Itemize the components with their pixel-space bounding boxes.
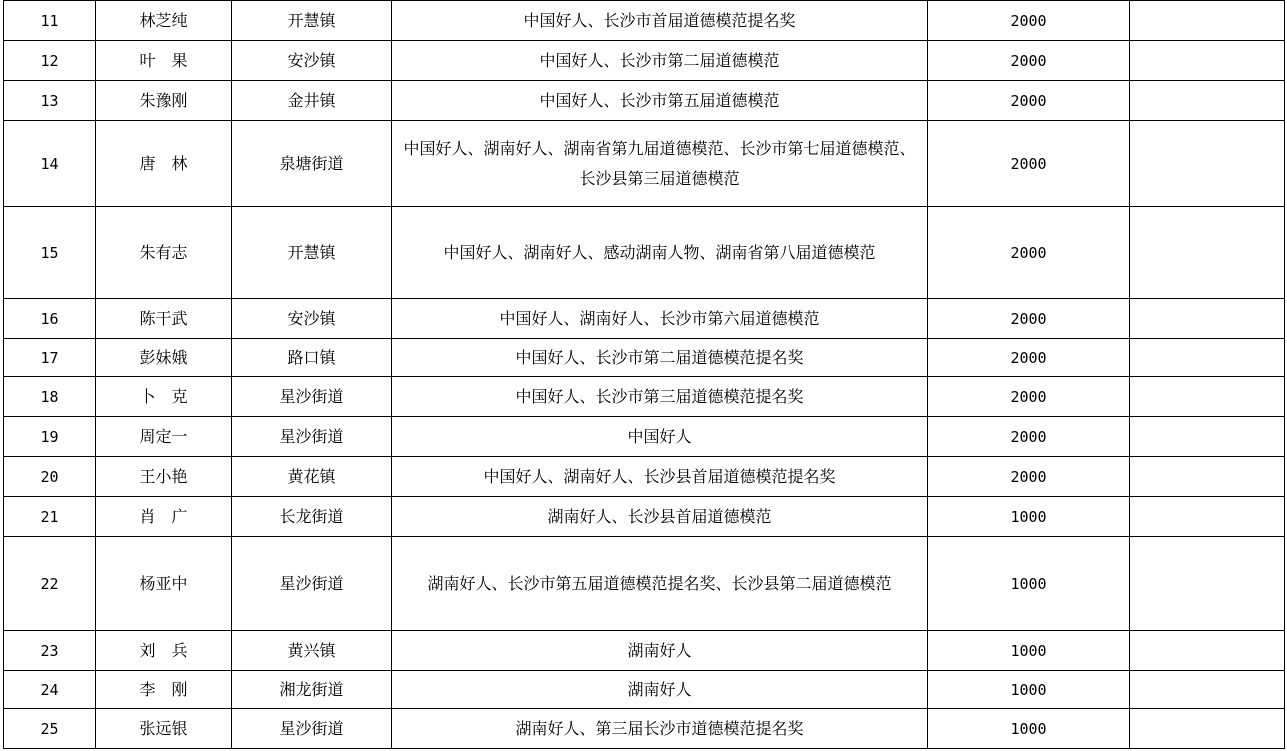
town-name: 黄花镇 xyxy=(232,457,392,497)
town-name: 开慧镇 xyxy=(232,1,392,41)
table-row xyxy=(4,299,1285,339)
award-amount: 2000 xyxy=(928,1,1130,41)
note-cell xyxy=(1130,41,1285,81)
award-amount: 2000 xyxy=(928,457,1130,497)
award-amount: 2000 xyxy=(928,339,1130,377)
award-amount: 2000 xyxy=(928,121,1130,207)
table-row xyxy=(4,671,1285,709)
honor-titles: 湖南好人、长沙市第五届道德模范提名奖、长沙县第二届道德模范 xyxy=(392,537,928,631)
row-number: 12 xyxy=(4,41,96,81)
honor-titles: 中国好人、长沙市第二届道德模范提名奖 xyxy=(392,339,928,377)
person-name: 彭妹娥 xyxy=(96,339,232,377)
town-name: 星沙街道 xyxy=(232,377,392,417)
table-row xyxy=(4,497,1285,537)
note-cell xyxy=(1130,709,1285,749)
note-cell xyxy=(1130,417,1285,457)
row-number: 17 xyxy=(4,339,96,377)
person-name: 陈干武 xyxy=(96,299,232,339)
honoree-table xyxy=(3,0,1285,749)
honor-titles: 湖南好人、第三届长沙市道德模范提名奖 xyxy=(392,709,928,749)
row-number: 22 xyxy=(4,537,96,631)
person-name: 朱豫刚 xyxy=(96,81,232,121)
honor-titles: 中国好人 xyxy=(392,417,928,457)
table-row xyxy=(4,339,1285,377)
award-amount: 1000 xyxy=(928,537,1130,631)
person-name: 卜 克 xyxy=(96,377,232,417)
table-row xyxy=(4,537,1285,631)
table-row xyxy=(4,207,1285,299)
row-number: 18 xyxy=(4,377,96,417)
table-row xyxy=(4,631,1285,671)
honor-titles: 中国好人、湖南好人、长沙市第六届道德模范 xyxy=(392,299,928,339)
honor-titles: 中国好人、长沙市第三届道德模范提名奖 xyxy=(392,377,928,417)
award-amount: 1000 xyxy=(928,497,1130,537)
row-number: 19 xyxy=(4,417,96,457)
honor-titles: 中国好人、长沙市第五届道德模范 xyxy=(392,81,928,121)
note-cell xyxy=(1130,537,1285,631)
row-number: 21 xyxy=(4,497,96,537)
award-amount: 1000 xyxy=(928,709,1130,749)
person-name: 刘 兵 xyxy=(96,631,232,671)
table-row xyxy=(4,417,1285,457)
honor-titles: 中国好人、长沙市首届道德模范提名奖 xyxy=(392,1,928,41)
town-name: 安沙镇 xyxy=(232,41,392,81)
town-name: 黄兴镇 xyxy=(232,631,392,671)
honor-titles: 中国好人、湖南好人、感动湖南人物、湖南省第八届道德模范 xyxy=(392,207,928,299)
person-name: 叶 果 xyxy=(96,41,232,81)
row-number: 15 xyxy=(4,207,96,299)
award-amount: 2000 xyxy=(928,81,1130,121)
table-row xyxy=(4,1,1285,41)
town-name: 泉塘街道 xyxy=(232,121,392,207)
town-name: 安沙镇 xyxy=(232,299,392,339)
row-number: 24 xyxy=(4,671,96,709)
town-name: 开慧镇 xyxy=(232,207,392,299)
table-row xyxy=(4,121,1285,207)
award-amount: 1000 xyxy=(928,631,1130,671)
town-name: 长龙街道 xyxy=(232,497,392,537)
table-row xyxy=(4,709,1285,749)
honor-titles: 中国好人、湖南好人、湖南省第九届道德模范、长沙市第七届道德模范、长沙县第三届道德模范 xyxy=(392,121,928,207)
table-row xyxy=(4,457,1285,497)
honor-titles: 中国好人、湖南好人、长沙县首届道德模范提名奖 xyxy=(392,457,928,497)
honor-titles: 湖南好人 xyxy=(392,671,928,709)
award-amount: 2000 xyxy=(928,207,1130,299)
town-name: 湘龙街道 xyxy=(232,671,392,709)
award-amount: 2000 xyxy=(928,377,1130,417)
note-cell xyxy=(1130,671,1285,709)
award-amount: 2000 xyxy=(928,41,1130,81)
table-row xyxy=(4,41,1285,81)
person-name: 周定一 xyxy=(96,417,232,457)
town-name: 星沙街道 xyxy=(232,709,392,749)
note-cell xyxy=(1130,1,1285,41)
award-amount: 1000 xyxy=(928,671,1130,709)
note-cell xyxy=(1130,207,1285,299)
row-number: 23 xyxy=(4,631,96,671)
person-name: 王小艳 xyxy=(96,457,232,497)
award-amount: 2000 xyxy=(928,417,1130,457)
town-name: 星沙街道 xyxy=(232,417,392,457)
town-name: 星沙街道 xyxy=(232,537,392,631)
row-number: 20 xyxy=(4,457,96,497)
person-name: 肖 广 xyxy=(96,497,232,537)
person-name: 朱有志 xyxy=(96,207,232,299)
person-name: 张远银 xyxy=(96,709,232,749)
award-amount: 2000 xyxy=(928,299,1130,339)
note-cell xyxy=(1130,457,1285,497)
note-cell xyxy=(1130,339,1285,377)
row-number: 16 xyxy=(4,299,96,339)
row-number: 11 xyxy=(4,1,96,41)
town-name: 路口镇 xyxy=(232,339,392,377)
table-row xyxy=(4,377,1285,417)
row-number: 13 xyxy=(4,81,96,121)
note-cell xyxy=(1130,121,1285,207)
honor-titles: 中国好人、长沙市第二届道德模范 xyxy=(392,41,928,81)
honor-titles: 湖南好人、长沙县首届道德模范 xyxy=(392,497,928,537)
row-number: 25 xyxy=(4,709,96,749)
town-name: 金井镇 xyxy=(232,81,392,121)
person-name: 李 刚 xyxy=(96,671,232,709)
honor-titles: 湖南好人 xyxy=(392,631,928,671)
row-number: 14 xyxy=(4,121,96,207)
note-cell xyxy=(1130,81,1285,121)
person-name: 林芝纯 xyxy=(96,1,232,41)
note-cell xyxy=(1130,631,1285,671)
note-cell xyxy=(1130,497,1285,537)
note-cell xyxy=(1130,377,1285,417)
person-name: 唐 林 xyxy=(96,121,232,207)
note-cell xyxy=(1130,299,1285,339)
table-row xyxy=(4,81,1285,121)
person-name: 杨亚中 xyxy=(96,537,232,631)
